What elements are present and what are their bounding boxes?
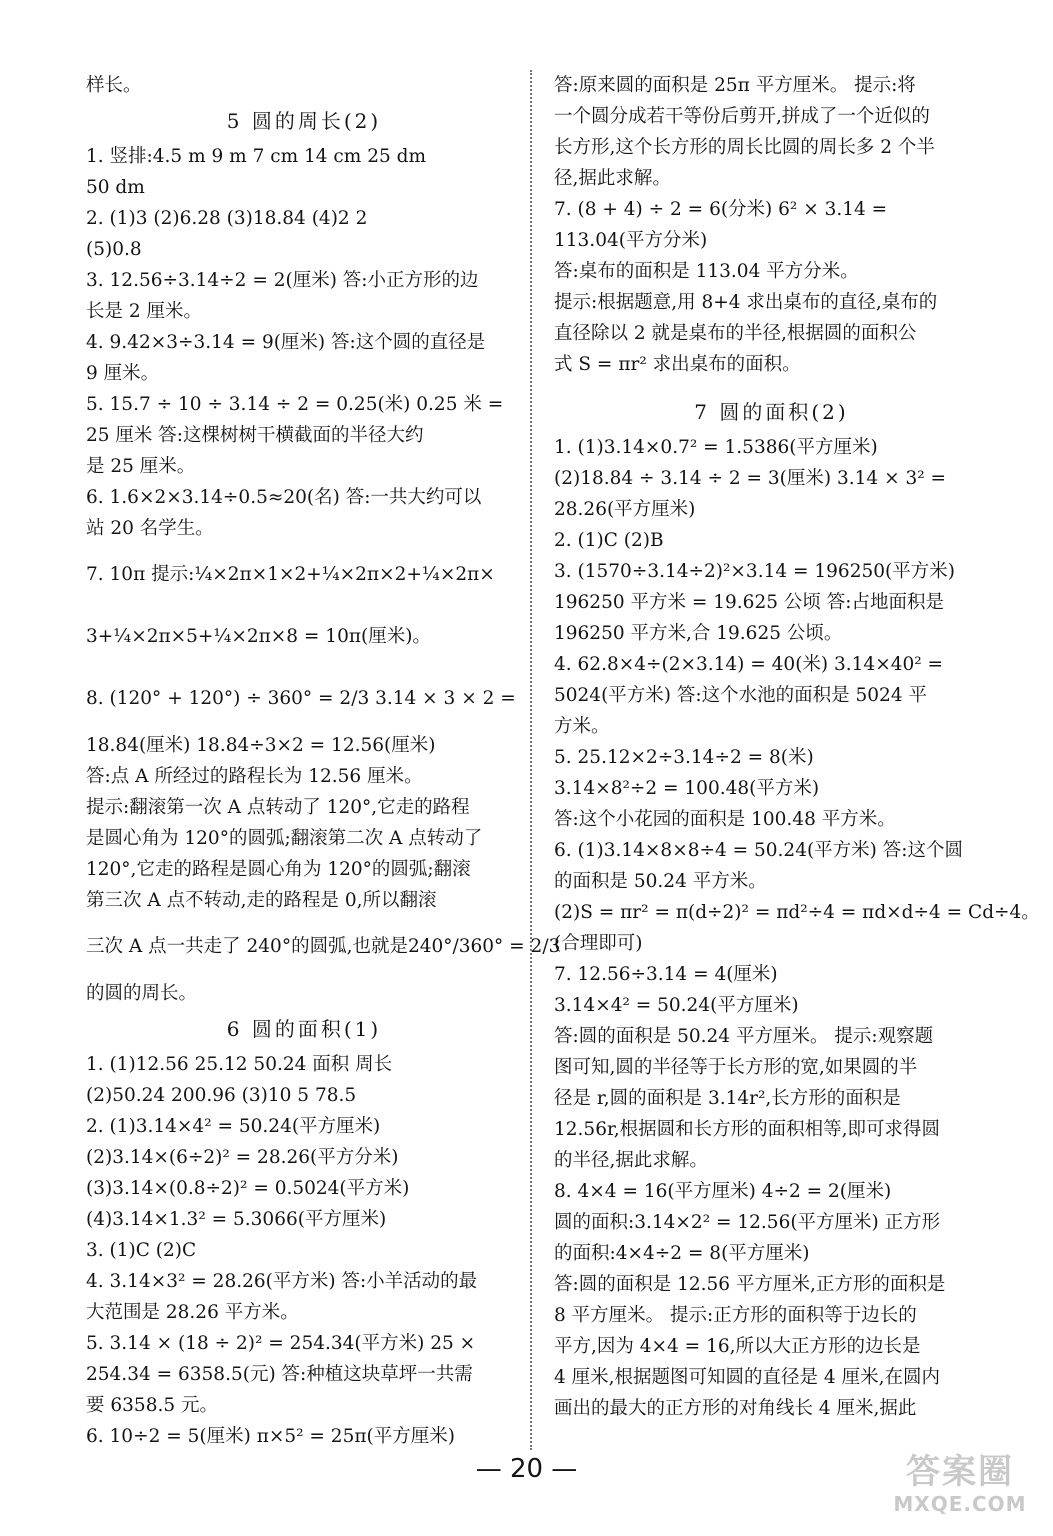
answer-line: 2. (1)C (2)B [554,530,664,551]
answer-line: 长方形,这个长方形的周长比圆的周长多 2 个半 [554,137,935,158]
watermark-top: 答案圈 [906,1452,1014,1492]
answer-line: 的圆的周长。 [86,983,198,1004]
answer-line: 113.04(平方分米) [554,230,708,251]
answer-line: 7. (8 + 4) ÷ 2 = 6(分米) 6² × 3.14 = [554,199,888,220]
answer-line: 站 20 名学生。 [86,518,214,539]
answer-line: 答:桌布的面积是 113.04 平方分米。 [554,261,859,282]
section-heading: 7 圆的面积(2) [694,400,849,424]
answer-line: 50 dm [86,177,145,198]
answer-line: 5. 25.12×2÷3.14÷2 = 8(米) [554,747,814,768]
right-column [554,70,1040,1424]
answer-line: 一个圆分成若干等份后剪开,拼成了一个近似的 [554,106,930,127]
answer-line: 1. (1)12.56 25.12 50.24 面积 周长 [86,1054,393,1075]
watermark-bottom: MXQE.COM [893,1492,1027,1516]
answer-line: 直径除以 2 就是桌布的半径,根据圆的面积公 [554,323,917,344]
answer-line: 7. 12.56÷3.14 = 4(厘米) [554,964,778,985]
answer-line: 1. 竖排:4.5 m 9 m 7 cm 14 cm 25 dm [86,146,427,167]
watermark-logo [885,1452,1035,1522]
answer-line: 画出的最大的正方形的对角线长 4 厘米,据此 [554,1398,917,1419]
answer-line: 5. 3.14 × (18 ÷ 2)² = 254.34(平方米) 25 × [86,1333,476,1354]
answer-line: 4 厘米,根据题图可知圆的直径是 4 厘米,在圆内 [554,1367,940,1388]
answer-line: 答:圆的面积是 12.56 平方厘米,正方形的面积是 [554,1274,946,1295]
answer-line: 254.34 = 6358.5(元) 答:种植这块草坪一共需 [86,1364,473,1385]
answer-line: 196250 平方米 = 19.625 公顷 答:占地面积是 [554,592,944,613]
answer-line: 18.84(厘米) 18.84÷3×2 = 12.56(厘米) [86,735,436,756]
answer-line: (合理即可) [554,933,643,954]
answer-line: 答:圆的面积是 50.24 平方厘米。 提示:观察题 [554,1026,934,1047]
answer-line: 提示:根据题意,用 8+4 求出桌布的直径,桌布的 [554,292,938,313]
answer-line: 的面积:4×4÷2 = 8(平方厘米) [554,1243,810,1264]
section-heading: 5 圆的周长(2) [226,109,382,133]
answer-line: 4. 62.8×4÷(2×3.14) = 40(米) 3.14×40² = [554,654,944,675]
answer-line: 径是 r,圆的面积是 3.14r²,长方形的面积是 [554,1088,901,1109]
answer-line: 3.14×4² = 50.24(平方厘米) [554,995,799,1016]
answer-line: 径,据此求解。 [554,168,671,189]
answer-line: (2)18.84 ÷ 3.14 ÷ 2 = 3(厘米) 3.14 × 3² = [554,468,947,489]
answer-line: (5)0.8 [86,239,142,260]
answer-line: 8. 4×4 = 16(平方厘米) 4÷2 = 2(厘米) [554,1181,892,1202]
answer-line: 3. (1)C (2)C [86,1240,197,1261]
answer-line: 圆的面积:3.14×2² = 12.56(平方厘米) 正方形 [554,1212,941,1233]
answer-line: 答:这个小花园的面积是 100.48 平方米。 [554,809,896,830]
answer-line: 是 25 厘米。 [86,456,196,477]
answer-line: 答:原来圆的面积是 25π 平方厘米。 提示:将 [554,75,916,96]
answer-line: 提示:翻滚第一次 A 点转动了 120°,它走的路程 [86,797,470,818]
answer-line: 3. (1570÷3.14÷2)²×3.14 = 196250(平方米) [554,561,955,582]
answer-line: 8 平方厘米。 提示:正方形的面积等于边长的 [554,1305,917,1326]
answer-line: 1. (1)3.14×0.7² = 1.5386(平方厘米) [554,437,878,458]
answer-line: 平方,因为 4×4 = 16,所以大正方形的边长是 [554,1336,921,1357]
answer-line: 6. (1)3.14×8×8÷4 = 50.24(平方米) 答:这个圆 [554,840,964,861]
answer-line: 的面积是 50.24 平方米。 [554,871,767,892]
answer-line: 120°,它走的路程是圆心角为 120°的圆弧;翻滚 [86,859,471,880]
answer-line: 3+¼×2π×5+¼×2π×8 = 10π(厘米)。 [86,626,431,647]
answer-line: 7. 10π 提示:¼×2π×1×2+¼×2π×2+¼×2π× [86,564,495,585]
answer-line: 方米。 [554,716,610,737]
answer-line: 大范围是 28.26 平方米。 [86,1302,299,1323]
left-column [86,70,561,1452]
answer-line: 3. 12.56÷3.14÷2 = 2(厘米) 答:小正方形的边 [86,270,479,291]
answer-line: 答:点 A 所经过的路程长为 12.56 厘米。 [86,766,423,787]
answer-line: 是圆心角为 120°的圆弧;翻滚第二次 A 点转动了 [86,828,483,849]
answer-line: 6. 10÷2 = 5(厘米) π×5² = 25π(平方厘米) [86,1426,455,1447]
answer-line: 3.14×8²÷2 = 100.48(平方米) [554,778,820,799]
answer-line: (3)3.14×(0.8÷2)² = 0.5024(平方米) [86,1178,410,1199]
answer-line: 第三次 A 点不转动,走的路程是 0,所以翻滚 [86,890,437,911]
answer-line: 5. 15.7 ÷ 10 ÷ 3.14 ÷ 2 = 0.25(米) 0.25 米 = [86,394,504,415]
answer-line: 5024(平方米) 答:这个水池的面积是 5024 平 [554,685,927,706]
answer-line: 样长。 [86,75,142,96]
answer-line: 8. (120° + 120°) ÷ 360° = 2/3 3.14 × 3 × 2 = [86,688,516,709]
answer-line: (2)S = πr² = π(d÷2)² = πd²÷4 = πd×d÷4 = Cd÷4。 [554,902,1040,923]
answer-line: 9 厘米。 [86,363,160,384]
answer-line: 的半径,据此求解。 [554,1150,708,1171]
answer-line: (4)3.14×1.3² = 5.3066(平方厘米) [86,1209,387,1230]
answer-line: 要 6358.5 元。 [86,1395,218,1416]
answer-line: 25 厘米 答:这棵树树干横截面的半径大约 [86,425,424,446]
answer-line: 4. 3.14×3² = 28.26(平方米) 答:小羊活动的最 [86,1271,478,1292]
answer-line: 28.26(平方厘米) [554,499,696,520]
answer-line: 图可知,圆的半径等于长方形的宽,如果圆的半 [554,1057,918,1078]
answer-line: 4. 9.42×3÷3.14 = 9(厘米) 答:这个圆的直径是 [86,332,486,353]
page-number: — 20 — [475,1454,578,1484]
answer-line: (2)3.14×(6÷2)² = 28.26(平方分米) [86,1147,399,1168]
spacer [554,380,989,392]
answer-line: 6. 1.6×2×3.14÷0.5≈20(名) 答:一共大约可以 [86,487,482,508]
answer-line: 196250 平方米,合 19.625 公顷。 [554,623,843,644]
answer-line: 长是 2 厘米。 [86,301,203,322]
answer-line: 式 S = πr² 求出桌布的面积。 [554,354,801,375]
answer-line: 三次 A 点一共走了 240°的圆弧,也就是240°/360° = 2/3 [86,936,561,957]
answer-line: (2)50.24 200.96 (3)10 5 78.5 [86,1085,357,1106]
section-heading: 6 圆的面积(1) [226,1017,382,1041]
answer-line: 2. (1)3.14×4² = 50.24(平方厘米) [86,1116,381,1137]
answer-line: 2. (1)3 (2)6.28 (3)18.84 (4)2 2 [86,208,368,229]
answer-line: 12.56r,根据圆和长方形的面积相等,即可求得圆 [554,1119,941,1140]
column-divider [530,70,532,1450]
